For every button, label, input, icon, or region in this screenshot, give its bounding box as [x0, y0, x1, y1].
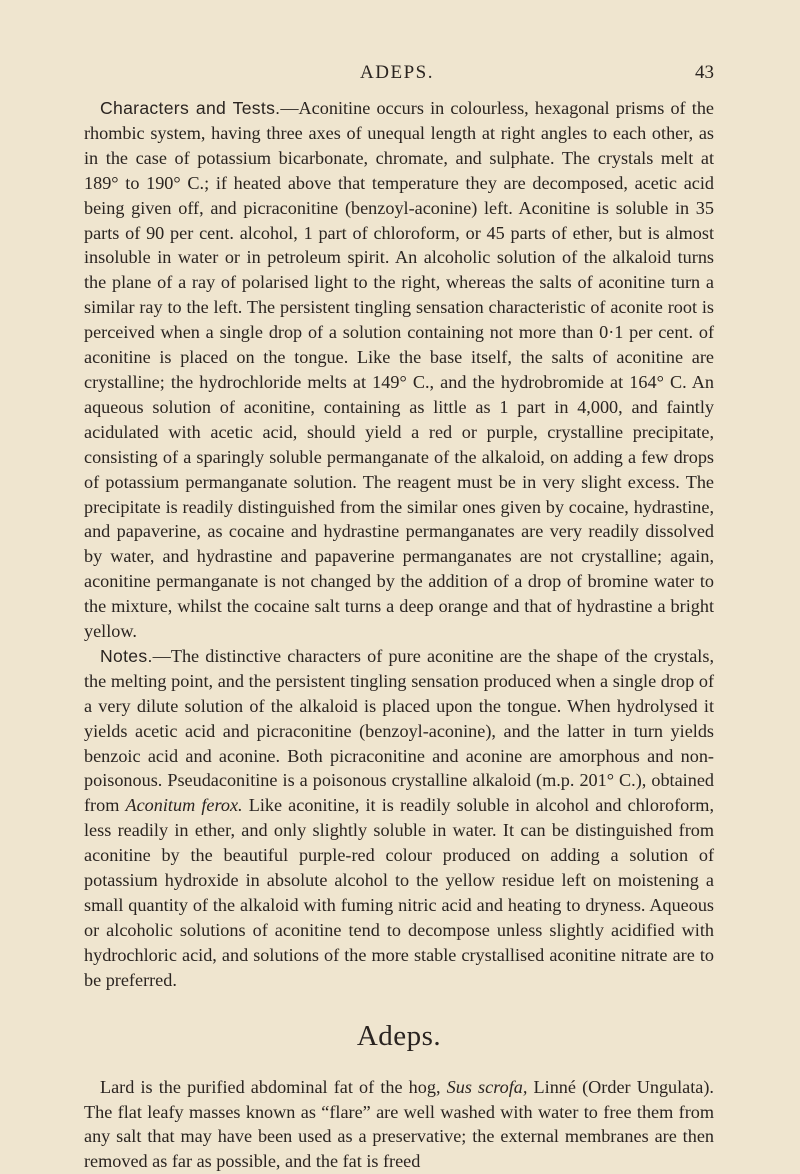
running-head [84, 0, 714, 83]
notes-paragraph [84, 644, 714, 993]
paragraph-text: Like aconitine, it is readily soluble in alcohol and chloroform, less readily in ether, and only slightly soluble in water. It can be distinguished from aconitine by the beautiful purple-red colour produced on adding a solution of potassium hydroxide in absolute alcohol to the yellow residue left on moistening a small quantity of the alkaloid with fuming nitric acid and heating to dryness. Aqueous or alcoholic solutions of aconitine tend to decompose unless slightly acidified with hydrochloric acid, and solutions of the more stable crystallised aconitine nitrate are to be preferred. [84, 795, 715, 990]
section-heading-adeps: Adeps. [356, 1019, 442, 1052]
run-in-heading-notes: Notes. [100, 645, 153, 666]
paragraph-text: Linné (Order Ungulata). The flat leafy masses known as “flare” are well washed with water to free them from any salt that may have been used as a preservative; the external membranes are then removed as far as possible, and the fat is freed [84, 1076, 714, 1172]
paragraph-text: —Aconitine occurs in colourless, hexagonal prisms of the rhombic system, having three axes of unequal length at right angles to each other, as in the case of potassium bicarbonate, chromate, and sulphate. The crystals melt at 189° to 190° C.; if heated above that temperature they are decomposed, acetic acid being given off, and picraconitine (benzoyl-aconine) left. Aconitine is soluble in 35 parts of 90 per cent. alcohol, 1 part of chloroform, or 45 parts of ether, but is almost insoluble in water or in petroleum spirit. An alcoholic solution of the alkaloid turns the plane of a ray of polarised light to the right, whereas the salts of aconitine turn a similar ray to the left. The persistent tingling sensation characteristic of aconite root is perceived when a single drop of a solution containing not more than 0·1 per cent. of aconitine is placed on the tongue. Like the base itself, the salts of aconitine are crystalline; the hydrochloride melts at 149° C., and the hydrobromide at 164° C. An aqueous solution of aconitine, containing as little as 1 part in 4,000, and faintly acidulated with acetic acid, should yield a red or purple, crystalline precipitate, consisting of a sparingly soluble permanganate of the alkaloid, on adding a few drops of potassium permanganate solution. The reagent must be in very slight excess. The precipitate is readily distinguished from the similar ones given by cocaine, hydrastine, and papaverine, as cocaine and hydrastine permanganates are very readily dissolved by water, and hydrastine and papaverine permanganates are not crystalline; again, aconitine permanganate is not changed by the addition of a drop of bromine water to the mixture, whilst the cocaine salt turns a deep orange and that of hydrastine a bright yellow. [84, 98, 714, 642]
running-title: ADEPS. [360, 62, 434, 83]
species-name-italic: Aconitum ferox. [125, 795, 243, 816]
page-number: 43 [695, 62, 714, 83]
characters-and-tests-paragraph [84, 96, 714, 644]
run-in-heading-characters: Characters and Tests. [100, 98, 281, 118]
paragraph-text: —The distinctive characters of pure aconitine are the shape of the crystals, the melting point, and the persistent tingling sensation produced when a single drop of a very dilute solution of the alkaloid is placed upon the tongue. When hydrolysed it yields acetic acid and picraconitine (benzoyl-aconine), and the latter in turn yields benzoic acid and aconine. Both picraconitine and aconine are amorphous and non-poisonous. Pseudaconitine is a poisonous crystalline alkaloid (m.p. 201° C.), obtained from [84, 645, 714, 816]
paragraph-text: Lard is the purified abdominal fat of the hog, [100, 1076, 447, 1097]
species-name-italic: Sus scrofa, [446, 1076, 528, 1097]
body-text [84, 96, 714, 1174]
lard-paragraph [84, 1075, 714, 1174]
